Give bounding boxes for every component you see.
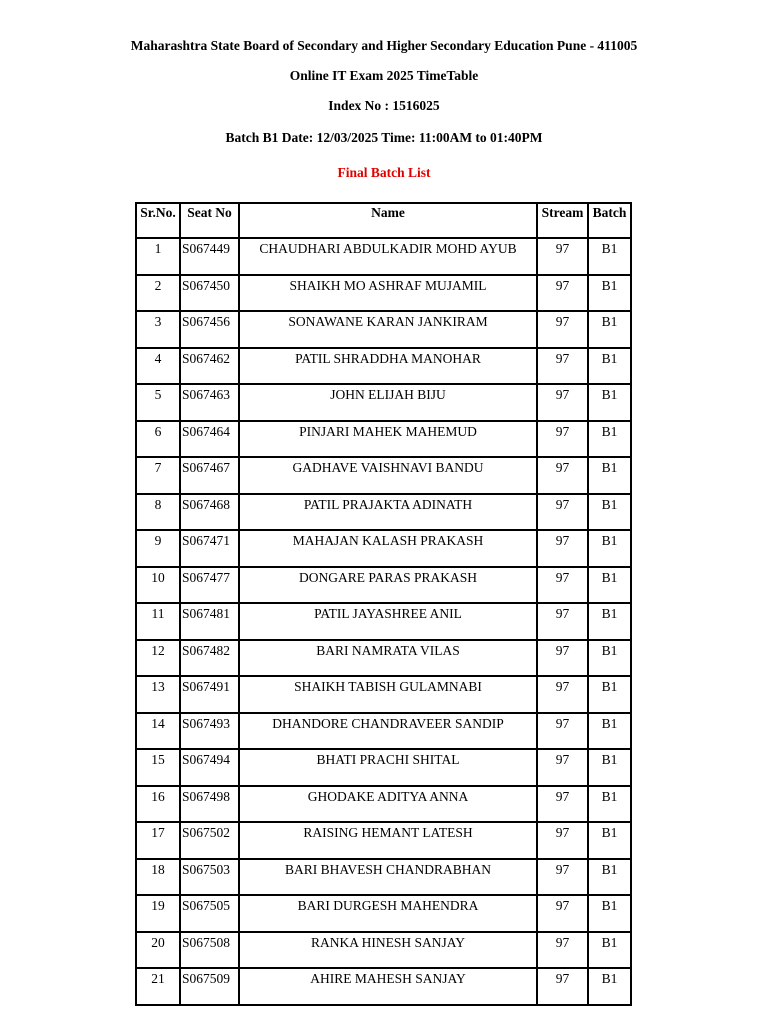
name-cell: RAISING HEMANT LATESH	[239, 822, 537, 859]
sr-no-cell: 18	[136, 859, 180, 896]
batch-cell: B1	[588, 786, 631, 823]
stream-cell: 97	[537, 895, 588, 932]
table-row	[136, 457, 631, 494]
seat-no-cell: S067463	[180, 384, 239, 421]
table-row	[136, 311, 631, 348]
batch-table	[135, 202, 632, 1006]
name-cell: RANKA HINESH SANJAY	[239, 932, 537, 969]
seat-no-cell: S067482	[180, 640, 239, 677]
name-cell: PINJARI MAHEK MAHEMUD	[239, 421, 537, 458]
stream-cell: 97	[537, 384, 588, 421]
batch-info: Batch B1 Date: 12/03/2025 Time: 11:00AM to 01:40PM	[225, 130, 543, 145]
sr-no-cell: 11	[136, 603, 180, 640]
stream-cell: 97	[537, 311, 588, 348]
batch-cell: B1	[588, 348, 631, 385]
name-cell: BARI DURGESH MAHENDRA	[239, 895, 537, 932]
seat-no-cell: S067462	[180, 348, 239, 385]
sr-no-cell: 19	[136, 895, 180, 932]
table-row	[136, 530, 631, 567]
sr-no-cell: 16	[136, 786, 180, 823]
batch-cell: B1	[588, 749, 631, 786]
sr-no-cell: 2	[136, 275, 180, 312]
batch-cell: B1	[588, 530, 631, 567]
seat-no-cell: S067464	[180, 421, 239, 458]
stream-cell: 97	[537, 567, 588, 604]
batch-cell: B1	[588, 457, 631, 494]
sr-no-cell: 10	[136, 567, 180, 604]
batch-cell: B1	[588, 238, 631, 275]
batch-cell: B1	[588, 640, 631, 677]
seat-no-cell: S067494	[180, 749, 239, 786]
stream-cell: 97	[537, 859, 588, 896]
seat-no-cell: S067503	[180, 859, 239, 896]
batch-cell: B1	[588, 311, 631, 348]
seat-no-cell: S067498	[180, 786, 239, 823]
stream-cell: 97	[537, 494, 588, 531]
stream-cell: 97	[537, 786, 588, 823]
seat-no-cell: S067509	[180, 968, 239, 1005]
name-cell: PATIL SHRADDHA MANOHAR	[239, 348, 537, 385]
sr-no-cell: 9	[136, 530, 180, 567]
name-cell: PATIL PRAJAKTA ADINATH	[239, 494, 537, 531]
seat-no-cell: S067508	[180, 932, 239, 969]
name-cell: GHODAKE ADITYA ANNA	[239, 786, 537, 823]
seat-no-cell: S067468	[180, 494, 239, 531]
batch-cell: B1	[588, 968, 631, 1005]
col-header-seatno: Seat No	[180, 203, 239, 238]
table-row	[136, 895, 631, 932]
col-header-name: Name	[239, 203, 537, 238]
table-row	[136, 676, 631, 713]
name-cell: SHAIKH TABISH GULAMNABI	[239, 676, 537, 713]
sr-no-cell: 15	[136, 749, 180, 786]
stream-cell: 97	[537, 603, 588, 640]
index-number: Index No : 1516025	[328, 98, 440, 113]
seat-no-cell: S067481	[180, 603, 239, 640]
name-cell: BHATI PRACHI SHITAL	[239, 749, 537, 786]
table-row	[136, 968, 631, 1005]
sr-no-cell: 8	[136, 494, 180, 531]
stream-cell: 97	[537, 238, 588, 275]
table-row	[136, 567, 631, 604]
stream-cell: 97	[537, 676, 588, 713]
list-title: Final Batch List	[337, 165, 431, 180]
sr-no-cell: 5	[136, 384, 180, 421]
name-cell: BARI BHAVESH CHANDRABHAN	[239, 859, 537, 896]
table-row	[136, 384, 631, 421]
batch-cell: B1	[588, 567, 631, 604]
sr-no-cell: 4	[136, 348, 180, 385]
name-cell: BARI NAMRATA VILAS	[239, 640, 537, 677]
table-row	[136, 275, 631, 312]
table-header-row	[136, 203, 631, 238]
stream-cell: 97	[537, 530, 588, 567]
table-row	[136, 786, 631, 823]
table-row	[136, 713, 631, 750]
sr-no-cell: 13	[136, 676, 180, 713]
table-row	[136, 421, 631, 458]
stream-cell: 97	[537, 968, 588, 1005]
stream-cell: 97	[537, 275, 588, 312]
name-cell: GADHAVE VAISHNAVI BANDU	[239, 457, 537, 494]
sr-no-cell: 21	[136, 968, 180, 1005]
sr-no-cell: 1	[136, 238, 180, 275]
seat-no-cell: S067450	[180, 275, 239, 312]
name-cell: AHIRE MAHESH SANJAY	[239, 968, 537, 1005]
sr-no-cell: 12	[136, 640, 180, 677]
table-row	[136, 749, 631, 786]
sr-no-cell: 6	[136, 421, 180, 458]
name-cell: JOHN ELIJAH BIJU	[239, 384, 537, 421]
stream-cell: 97	[537, 713, 588, 750]
seat-no-cell: S067505	[180, 895, 239, 932]
batch-cell: B1	[588, 603, 631, 640]
sr-no-cell: 3	[136, 311, 180, 348]
sr-no-cell: 20	[136, 932, 180, 969]
batch-cell: B1	[588, 895, 631, 932]
stream-cell: 97	[537, 932, 588, 969]
table-row	[136, 238, 631, 275]
name-cell: DHANDORE CHANDRAVEER SANDIP	[239, 713, 537, 750]
seat-no-cell: S067491	[180, 676, 239, 713]
col-header-stream: Stream	[537, 203, 588, 238]
sr-no-cell: 14	[136, 713, 180, 750]
table-row	[136, 348, 631, 385]
batch-cell: B1	[588, 275, 631, 312]
name-cell: DONGARE PARAS PRAKASH	[239, 567, 537, 604]
stream-cell: 97	[537, 348, 588, 385]
seat-no-cell: S067493	[180, 713, 239, 750]
batch-cell: B1	[588, 384, 631, 421]
seat-no-cell: S067467	[180, 457, 239, 494]
sr-no-cell: 7	[136, 457, 180, 494]
table-row	[136, 494, 631, 531]
seat-no-cell: S067477	[180, 567, 239, 604]
col-header-batch: Batch	[588, 203, 631, 238]
batch-cell: B1	[588, 494, 631, 531]
batch-cell: B1	[588, 676, 631, 713]
table-row	[136, 640, 631, 677]
stream-cell: 97	[537, 457, 588, 494]
stream-cell: 97	[537, 822, 588, 859]
col-header-srno: Sr.No.	[136, 203, 180, 238]
table-row	[136, 932, 631, 969]
seat-no-cell: S067471	[180, 530, 239, 567]
stream-cell: 97	[537, 640, 588, 677]
name-cell: MAHAJAN KALASH PRAKASH	[239, 530, 537, 567]
name-cell: SHAIKH MO ASHRAF MUJAMIL	[239, 275, 537, 312]
batch-cell: B1	[588, 859, 631, 896]
table-row	[136, 822, 631, 859]
table-row	[136, 859, 631, 896]
batch-cell: B1	[588, 932, 631, 969]
name-cell: CHAUDHARI ABDULKADIR MOHD AYUB	[239, 238, 537, 275]
exam-title: Online IT Exam 2025 TimeTable	[289, 68, 479, 83]
seat-no-cell: S067449	[180, 238, 239, 275]
name-cell: PATIL JAYASHREE ANIL	[239, 603, 537, 640]
name-cell: SONAWANE KARAN JANKIRAM	[239, 311, 537, 348]
board-title: Maharashtra State Board of Secondary and Higher Secondary Education Pune - 411005	[130, 38, 638, 53]
batch-cell: B1	[588, 713, 631, 750]
sr-no-cell: 17	[136, 822, 180, 859]
table-row	[136, 603, 631, 640]
seat-no-cell: S067502	[180, 822, 239, 859]
batch-cell: B1	[588, 421, 631, 458]
stream-cell: 97	[537, 421, 588, 458]
seat-no-cell: S067456	[180, 311, 239, 348]
stream-cell: 97	[537, 749, 588, 786]
batch-cell: B1	[588, 822, 631, 859]
